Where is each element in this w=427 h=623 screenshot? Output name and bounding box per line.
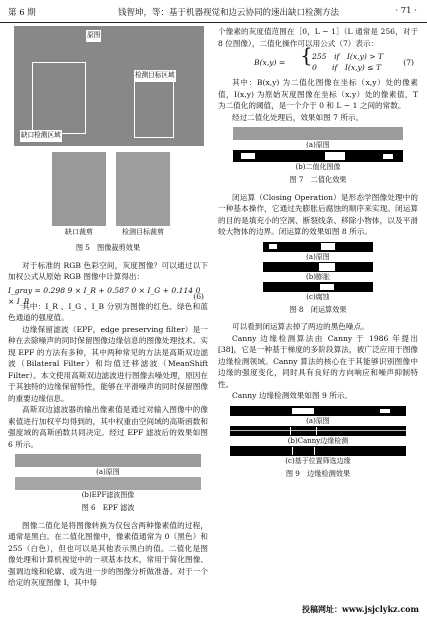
- fig9-label-b: (b)Canny边缘检测: [287, 436, 349, 445]
- fig8-erode-image: [263, 282, 373, 292]
- equation-6-body: I_gray = 0.298 9 × I_R + 0.587 0 × I_G + 0.114 0 × I_B: [8, 285, 201, 306]
- paragraph: 经过二值化处理后，效果如图 7 所示。: [232, 112, 364, 122]
- figure-6: [8, 454, 208, 500]
- equation-7-case1: 255 if I(x,y) > T: [312, 52, 384, 61]
- paragraph: Canny 边缘检测算法由 Canny 于 1986 年提出[38]，它是一种基于梯度的多阶段算法，被广泛应用于图像边缘检测领域。Canny 算法的核心在于其能够识别图像中边缘的强度变化，同时具有良好的方向响应和噪声抑制特性。: [218, 333, 418, 389]
- fig6-caption: 图 6 EPF 滤波: [81, 503, 135, 512]
- fig5-label-gap-crop: 缺口裁剪: [65, 228, 93, 236]
- running-title: 钱智坤，等：基于机器视觉和边云协同的速出缺口检测方法: [118, 8, 340, 18]
- fig5-original-image: [14, 26, 204, 146]
- fig9-label-c: (c)基于位置筛选边缘: [285, 456, 351, 465]
- left-column: [8, 26, 208, 589]
- fig5-target-crop-image: [116, 152, 170, 226]
- fig8-label-a: (a)原图: [306, 252, 330, 261]
- figure-5: [8, 26, 208, 240]
- paragraph: 图像二值化是将图像转换为仅包含两种像素值的过程，通常是黑白。在二值化图像中，像素值通常为 0（黑色）和 255（白色），但也可以是其他表示黑白的值。二值化是图像处理和计算机视觉中的一项基本技术，常用于简化图像、强调边缘和轮廓、或为进一步的图像分析做准备。对于一个给定的灰度图像 I，其中每: [8, 520, 208, 587]
- equation-7-case2: 0 if I(x,y) ≤ T: [312, 63, 382, 72]
- fig5-label-gap-region: 缺口检测区域: [20, 130, 62, 142]
- right-column: [218, 26, 418, 485]
- submission-url: 投稿网址：www.jsjclykz.com: [301, 604, 419, 614]
- fig5-label-region: 检测目标区域: [134, 70, 176, 82]
- fig9-filtered-image: [230, 446, 406, 456]
- paragraph: 其中：I_R 、I_G 、I_B 分别为图像的红色、绿色和蓝色通道的强度值。: [8, 301, 208, 322]
- fig5-gap-crop-image: [52, 152, 106, 226]
- fig5-caption: 图 5 图像裁剪效果: [75, 243, 141, 252]
- fig8-dilate-image: [263, 262, 373, 272]
- equation-7-number: (7): [403, 58, 414, 67]
- fig9-caption: 图 9 边缘检测效果: [285, 468, 351, 478]
- fig9-label-a: (a)原图: [306, 416, 330, 425]
- fig5-label-target-crop: 检测目标裁剪: [122, 228, 164, 236]
- equation-7-lhs: B(x,y) =: [254, 58, 286, 67]
- issue-number: 第 6 期: [8, 8, 36, 18]
- equation-6-number: (6): [193, 291, 204, 301]
- fig8-caption: 图 8 闭运算效果: [289, 304, 347, 314]
- fig9-canny-image: [230, 426, 406, 436]
- equation-7: [218, 43, 418, 75]
- fig7-binary-image: [233, 150, 403, 162]
- paragraph: 可以看到闭运算去掉了两边的黑色噪点。: [232, 322, 369, 331]
- equation-6: [8, 285, 208, 306]
- fig6-label-b: (b)EPF滤波图像: [81, 491, 135, 499]
- paragraph: Canny 边缘检测效果如图 9 所示。: [232, 391, 353, 400]
- fig7-label-a: (a)原图: [306, 141, 330, 149]
- fig8-label-b: (b)膨胀: [306, 272, 330, 281]
- paragraph: 高斯双边滤波器的输出像素值是通过对输入图像中的像素值进行加权平均得到的，其中权重由空间域的高斯函数和强度域的高斯函数共同决定。经过 EPF 滤波后的效果如图 6 所示。: [8, 405, 208, 449]
- fig5-label-original: 原图: [86, 30, 101, 42]
- fig9-original-image: [230, 406, 406, 416]
- fig7-caption: 图 7 二值化效果: [289, 175, 347, 184]
- fig8-original-image: [263, 242, 373, 252]
- figure-7: [218, 127, 418, 172]
- figure-9: [218, 406, 418, 466]
- figure-8: [218, 242, 418, 302]
- page-number: · 71 ·: [395, 6, 417, 16]
- fig5-gap-box: [32, 62, 86, 134]
- fig6-epf-image: [15, 477, 201, 490]
- page-header: [0, 0, 427, 23]
- fig5-target-box: [134, 78, 174, 138]
- paragraph: 对于标准的 RGB 色彩空间，灰度图像？可以通过以下加权公式从原始 RGB 图像中计算得出：: [8, 260, 208, 281]
- fig6-label-a: (a)原图: [96, 468, 120, 476]
- fig6-original-image: [15, 454, 201, 467]
- paragraph: 闭运算（Closing Operation）是形态学图像处理中的一种基本操作，它通过先膨胀后腐蚀的顺序来实现。闭运算的目的是填充小的空洞、断裂线条、移除小物体，以及平滑较大物体的边界。闭运算的效果如图 8 所示。: [218, 192, 418, 236]
- paragraph: 个像素的灰度值范围在［0，L − 1］（L 通常是 256，对于 8 位图像），二值化操作可以用公式（7）表示：: [218, 27, 418, 48]
- paragraph: 其中：B(x,y) 为二值化图像在坐标（x,y）处的像素值，I(x,y) 为原始灰度图像在坐标（x,y）处的像素值，T 为二值化的阈值，是一个介于 0 和 L − 1 之间的常数。: [218, 78, 418, 110]
- fig7-label-b: (b)二值化图像: [295, 163, 341, 171]
- fig7-original-image: [233, 127, 403, 140]
- equation-7-brace: {: [300, 43, 313, 67]
- fig8-label-c: (c)腐蚀: [306, 292, 330, 301]
- paragraph: 边缘保留滤波（EPF，edge preserving filter）是一种在去除噪声的同时保留图像边缘信息的图像处理技术。实现 EPF 的方法有多种，其中两种常见的方法是高斯双边滤波（Bilateral Filter）和均值迁移滤波（MeanShift Filter）。本文使用高斯双边滤波进行图像去噪处理，原因在于其独特的边缘保留特性，能够在平滑噪声的同时保留图像的重要边缘信息。: [8, 324, 208, 403]
